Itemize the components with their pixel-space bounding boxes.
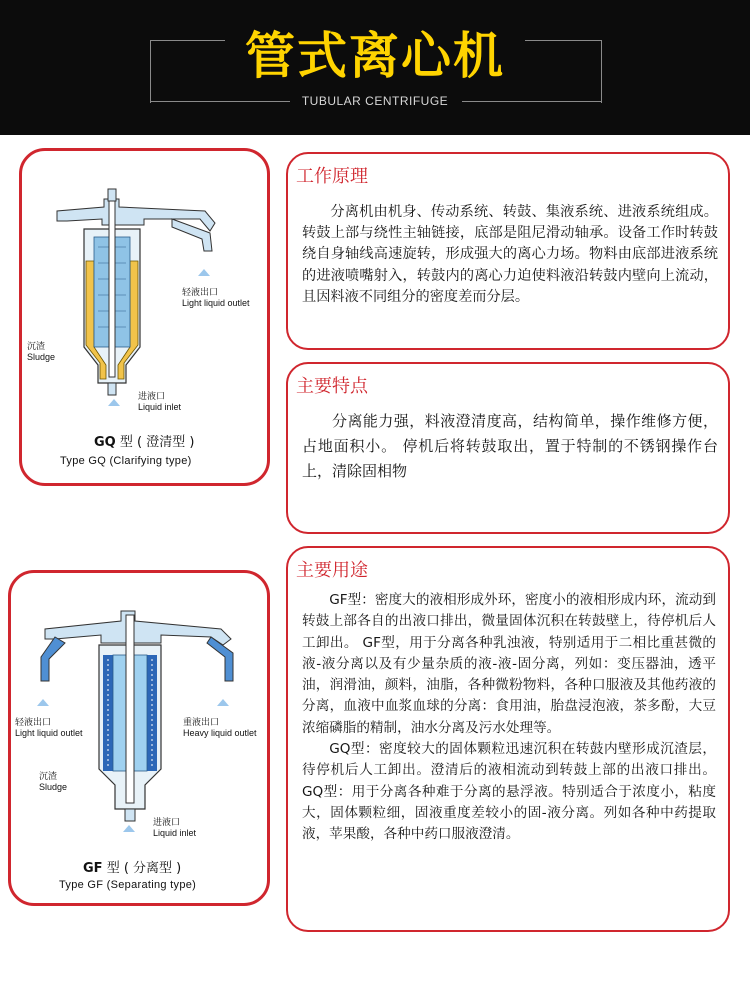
gf-liquid-inlet-label: 进液口 Liquid inlet	[153, 817, 197, 838]
liquid-inlet-arrow-icon	[108, 399, 120, 406]
header-banner	[0, 0, 750, 135]
gf-sludge-label: 沉渣 Sludge	[39, 771, 68, 792]
features-card	[286, 362, 730, 534]
uses-title: 主要用途	[296, 560, 368, 581]
uses-card	[286, 546, 730, 932]
gq-sludge-label: 沉渣 Sludge	[27, 341, 56, 362]
uses-body	[302, 590, 716, 846]
gf-heavy-outlet-label: 重液出口 Heavy liquid outlet	[183, 717, 257, 738]
page-subtitle: TUBULAR CENTRIFUGE	[301, 94, 449, 108]
page-footer-space	[0, 955, 750, 990]
principle-card	[286, 152, 730, 350]
liquid-inlet-arrow-icon	[123, 825, 135, 832]
gq-caption-en: Type GQ (Clarifying type)	[60, 455, 192, 467]
gf-diagram-card	[8, 570, 270, 906]
principle-title: 工作原理	[296, 166, 368, 187]
gq-caption: GQ 型 ( 澄清型 )	[94, 435, 195, 450]
gf-caption-en: Type GF (Separating type)	[59, 879, 197, 891]
light-outlet-arrow-icon	[198, 269, 210, 276]
features-body: 分离能力强，料液澄清度高，结构简单，操作维修方便，占地面积小。 停机后将转鼓取出，置于特制的不锈钢操作台上，清除固相物	[302, 412, 718, 480]
gq-light-outlet-label: 轻液出口 Light liquid outlet	[182, 287, 250, 308]
page-title: 管式离心机	[0, 16, 750, 88]
uses-gf-paragraph: GF型：密度大的液相形成外环，密度小的液相形成内环，流动到转鼓上部各自的出液口排出，微量固体沉积在转鼓壁上，待停机后人工卸出。 GF型，用于分离各种乳浊液，特别适用于二相比重甚微的液-液分离以及有少量杂质的液-液-固分离，列如：变压器油，透平油，润滑油，颜料，油脂，各种微粉物料，各种口服液及其他药液的分离，血液中血浆血球的分离：食用油，胎盘浸泡液，茶多酚，大豆浓缩磷脂的精制，油水分离及污水处理等。	[302, 592, 716, 736]
gq-liquid-inlet-label: 进液口 Liquid inlet	[138, 391, 182, 412]
gq-diagram-card	[19, 148, 270, 486]
light-outlet-arrow-icon	[37, 699, 49, 706]
gf-light-outlet-label: 轻液出口 Light liquid outlet	[15, 717, 83, 738]
heavy-outlet-arrow-icon	[217, 699, 229, 706]
uses-gq-paragraph: GQ型：密度较大的固体颗粒迅速沉积在转鼓内壁形成沉渣层，待停机后人工卸出。澄清后的液相流动到转鼓上部的出液口排出。GQ型：用于分离各种难于分离的悬浮液。特别适合于浓度小，粘度大，固体颗粒细，固液重度差较小的固-液分离。列如各种中药提取液，苹果酸，各种中药口服液澄清。	[302, 741, 716, 843]
principle-body: 分离机由机身、传动系统、转鼓、集液系统、进液系统组成。转鼓上部与绕性主轴链接，底部是阻尼滑动轴承。设备工作时转鼓绕自身轴线高速旋转，形成强大的离心力场。物料由底部进液系统的进液喷嘴射入，转鼓内的离心力迫使料液沿转鼓内壁向上流动，且因料液不同组分的密度差而分层。	[302, 204, 718, 305]
features-title: 主要特点	[296, 376, 368, 397]
gf-caption: GF 型 ( 分离型 )	[83, 861, 182, 876]
